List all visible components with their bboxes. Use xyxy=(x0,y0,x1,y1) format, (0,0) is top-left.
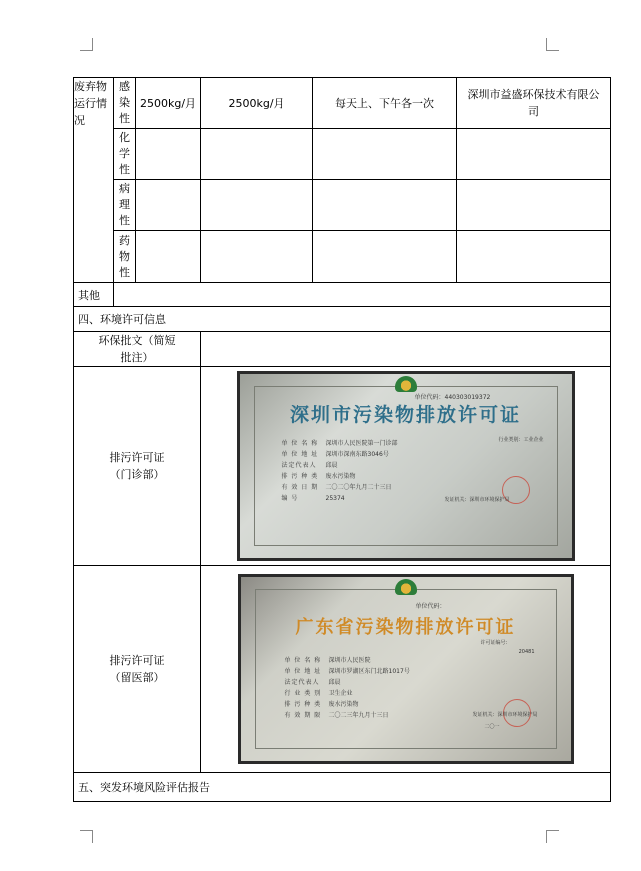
permit-outpatient-label: 排污许可证（门诊部） xyxy=(74,367,201,566)
empty-cell xyxy=(313,180,457,231)
industry-type: 行业类别：工业企业 xyxy=(498,437,544,443)
certificate-fields xyxy=(285,655,410,721)
crop-mark-bottom-right xyxy=(546,830,559,843)
empty-cell xyxy=(457,180,611,231)
waste-disposal-company: 深圳市益盛环保技术有限公司 xyxy=(457,78,611,129)
permit-inpatient-cell xyxy=(201,566,611,773)
permit-inpatient-photo xyxy=(238,574,574,764)
field-row: 单 位 地 址 深圳市罗湖区东门北路1017号 xyxy=(284,668,410,675)
field-row: 有 效 期 限 二〇二三年九月十三日 xyxy=(284,712,389,719)
field-row: 法定代表人 邱晨 xyxy=(284,679,341,686)
eia-approval-label: 环保批文（简短批注） xyxy=(74,332,201,367)
empty-cell xyxy=(201,180,313,231)
certificate-title: 深圳市污染物排放许可证 xyxy=(289,404,521,426)
issue-date: 二〇一 xyxy=(484,724,500,730)
waste-type-pharmaceutical: 药物性 xyxy=(114,231,136,283)
empty-cell xyxy=(457,129,611,180)
issuing-authority: 发证机关：深圳市环境保护局 xyxy=(472,712,538,718)
permit-outpatient-cell xyxy=(201,367,611,566)
field-row: 行 业 类 别 卫生企业 xyxy=(284,690,353,697)
emblem-icon xyxy=(395,579,417,595)
unit-code: 单位代码：440303019372 xyxy=(414,394,491,401)
other-value xyxy=(114,283,611,307)
section-4-title: 四、环境许可信息 xyxy=(74,307,611,332)
crop-mark-top-right xyxy=(546,38,559,51)
certificate-fields xyxy=(282,438,398,504)
field-row: 排 污 种 类 废水污染物 xyxy=(284,701,359,708)
field-row: 编 号 25374 xyxy=(281,495,345,502)
empty-cell xyxy=(201,129,313,180)
waste-operation-label: 废弃物运行情况 xyxy=(74,78,114,283)
crop-mark-bottom-left xyxy=(80,830,93,843)
environment-info-table xyxy=(73,77,611,802)
field-row: 有 效 日 期 二〇二〇年九月二十三日 xyxy=(281,484,392,491)
certificate-number-label: 许可证编号： xyxy=(480,640,511,646)
empty-cell xyxy=(457,231,611,283)
empty-cell xyxy=(136,180,201,231)
eia-approval-value xyxy=(201,332,611,367)
emblem-icon xyxy=(395,376,417,392)
waste-frequency: 每天上、下午各一次 xyxy=(313,78,457,129)
waste-amount-1: 2500kg/月 xyxy=(136,78,201,129)
issuing-authority: 发证机关：深圳市环境保护局 xyxy=(444,497,510,503)
field-row: 法定代表人 邱晨 xyxy=(281,462,338,469)
permit-outpatient-photo xyxy=(237,371,575,561)
certificate-number: 20481 xyxy=(518,649,535,655)
certificate-title: 广东省污染物排放许可证 xyxy=(295,617,516,638)
section-5-title: 五、突发环境风险评估报告 xyxy=(74,773,611,802)
permit-inpatient-label: 排污许可证（留医部） xyxy=(74,566,201,773)
field-row: 单 位 名 称 深圳市人民医院第一门诊部 xyxy=(281,440,398,447)
waste-amount-2: 2500kg/月 xyxy=(201,78,313,129)
field-row: 排 污 种 类 废水污染物 xyxy=(281,473,356,480)
waste-type-chemical: 化学性 xyxy=(114,129,136,180)
waste-type-infectious: 感染性 xyxy=(114,78,136,129)
other-label: 其他 xyxy=(74,283,114,307)
crop-mark-top-left xyxy=(80,38,93,51)
empty-cell xyxy=(136,231,201,283)
unit-code: 单位代码： xyxy=(415,603,446,610)
empty-cell xyxy=(136,129,201,180)
empty-cell xyxy=(313,231,457,283)
field-row: 单 位 地 址 深圳市深南东路3046号 xyxy=(281,451,389,458)
waste-type-pathological: 病理性 xyxy=(114,180,136,231)
empty-cell xyxy=(201,231,313,283)
field-row: 单 位 名 称 深圳市人民医院 xyxy=(284,657,371,664)
empty-cell xyxy=(313,129,457,180)
